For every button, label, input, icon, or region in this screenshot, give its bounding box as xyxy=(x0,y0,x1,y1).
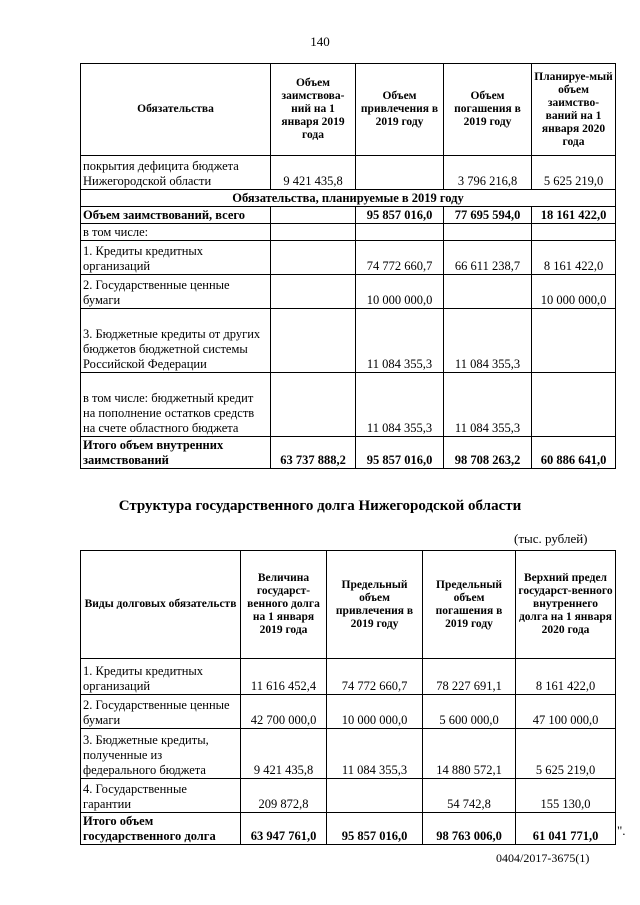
unit-label: (тыс. рублей) xyxy=(514,531,588,546)
section-title: Обязательства, планируемые в 2019 году xyxy=(81,190,616,207)
table-cell: 155 130,0 xyxy=(516,779,616,813)
table-cell: 4. Государственные гарантии xyxy=(81,779,241,813)
table-cell: 9 421 435,8 xyxy=(241,729,327,779)
document-code: 0404/2017-3675(1) xyxy=(496,851,590,865)
table-cell: 9 421 435,8 xyxy=(271,156,356,190)
table-cell: 95 857 016,0 xyxy=(356,207,444,224)
table-row xyxy=(81,207,616,224)
closing-quote: ". xyxy=(617,823,626,838)
table-cell xyxy=(356,156,444,190)
table-cell: 95 857 016,0 xyxy=(356,437,444,469)
table-cell: 74 772 660,7 xyxy=(356,241,444,275)
table-cell: 78 227 691,1 xyxy=(423,659,516,695)
table-cell: 11 084 355,3 xyxy=(444,309,532,373)
table-cell: покрытия дефицита бюджета Нижегородской области xyxy=(81,156,271,190)
table-cell: 63 947 761,0 xyxy=(241,813,327,845)
table-cell: 3 796 216,8 xyxy=(444,156,532,190)
table-cell: 18 161 422,0 xyxy=(532,207,616,224)
table-cell: 10 000 000,0 xyxy=(327,695,423,729)
table-row xyxy=(81,695,616,729)
table-cell xyxy=(271,373,356,437)
header-cell: Предельный объем погашения в 2019 году xyxy=(423,551,516,659)
table-cell xyxy=(356,224,444,241)
table-cell: в том числе: бюджетный кредит на пополнение остатков средств на счете областного бюджета xyxy=(81,373,271,437)
table-cell xyxy=(271,224,356,241)
table-cell: 66 611 238,7 xyxy=(444,241,532,275)
header-cell: Предельный объем привлечения в 2019 году xyxy=(327,551,423,659)
section-title-row xyxy=(81,190,616,207)
header-cell: Верхний предел государст-венного внутреннего долга на 1 января 2020 года xyxy=(516,551,616,659)
table-cell: в том числе: xyxy=(81,224,271,241)
table-cell: 10 000 000,0 xyxy=(356,275,444,309)
table-cell: 8 161 422,0 xyxy=(532,241,616,275)
table-cell: 10 000 000,0 xyxy=(532,275,616,309)
table-cell xyxy=(271,241,356,275)
table-cell: 74 772 660,7 xyxy=(327,659,423,695)
table-cell xyxy=(271,309,356,373)
table-row xyxy=(81,309,616,373)
table-row xyxy=(81,813,616,845)
table-cell: 42 700 000,0 xyxy=(241,695,327,729)
table-cell: 11 084 355,3 xyxy=(356,373,444,437)
table-cell: Итого объем государственного долга xyxy=(81,813,241,845)
header-cell: Объем привлечения в 2019 году xyxy=(356,64,444,156)
table-cell: 63 737 888,2 xyxy=(271,437,356,469)
page-number: 140 xyxy=(310,34,330,49)
section-heading: Структура государственного долга Нижегородской области xyxy=(118,498,522,514)
table-cell: 5 600 000,0 xyxy=(423,695,516,729)
header-cell: Планируе-мый объем заимство-ваний на 1 января 2020 года xyxy=(532,64,616,156)
table-row xyxy=(81,241,616,275)
table-cell: 47 100 000,0 xyxy=(516,695,616,729)
table-cell: 11 616 452,4 xyxy=(241,659,327,695)
table-cell xyxy=(271,207,356,224)
header-cell: Величина государст-венного долга на 1 января 2019 года xyxy=(241,551,327,659)
header-cell: Виды долговых обязательств xyxy=(81,551,241,659)
header-cell: Обязательства xyxy=(81,64,271,156)
table-cell: 209 872,8 xyxy=(241,779,327,813)
debt-structure-table xyxy=(80,550,616,845)
table-cell: 98 708 263,2 xyxy=(444,437,532,469)
table-cell xyxy=(327,779,423,813)
header-cell: Объем погашения в 2019 году xyxy=(444,64,532,156)
table-cell: 98 763 006,0 xyxy=(423,813,516,845)
table-cell xyxy=(271,275,356,309)
table-cell xyxy=(532,373,616,437)
table-cell: 1. Кредиты кредитных организаций xyxy=(81,659,241,695)
table-cell: 11 084 355,3 xyxy=(327,729,423,779)
table-cell: 54 742,8 xyxy=(423,779,516,813)
table-cell: 11 084 355,3 xyxy=(356,309,444,373)
table-header-row xyxy=(81,64,616,156)
table-cell: 95 857 016,0 xyxy=(327,813,423,845)
table-cell: 1. Кредиты кредитных организаций xyxy=(81,241,271,275)
table-cell: 61 041 771,0 xyxy=(516,813,616,845)
table-row xyxy=(81,373,616,437)
table-cell xyxy=(444,275,532,309)
table-cell: 14 880 572,1 xyxy=(423,729,516,779)
table-cell xyxy=(532,309,616,373)
table-cell: 3. Бюджетные кредиты от других бюджетов бюджетной системы Российской Федерации xyxy=(81,309,271,373)
table-cell xyxy=(444,224,532,241)
table-row xyxy=(81,729,616,779)
table-cell: 5 625 219,0 xyxy=(516,729,616,779)
table-row xyxy=(81,156,616,190)
table-row xyxy=(81,437,616,469)
table-cell xyxy=(532,224,616,241)
table-header-row xyxy=(81,551,616,659)
table-cell: 8 161 422,0 xyxy=(516,659,616,695)
table-cell: 11 084 355,3 xyxy=(444,373,532,437)
header-cell: Объем заимствова-ний на 1 января 2019 года xyxy=(271,64,356,156)
table-cell: Объем заимствований, всего xyxy=(81,207,271,224)
table-cell: Итого объем внутренних заимствований xyxy=(81,437,271,469)
table-cell: 60 886 641,0 xyxy=(532,437,616,469)
table-row xyxy=(81,779,616,813)
table-row xyxy=(81,659,616,695)
table-row xyxy=(81,224,616,241)
table-cell: 2. Государственные ценные бумаги xyxy=(81,695,241,729)
table-cell: 2. Государственные ценные бумаги xyxy=(81,275,271,309)
table-cell: 5 625 219,0 xyxy=(532,156,616,190)
table-row xyxy=(81,275,616,309)
table-cell: 3. Бюджетные кредиты, полученные из федерального бюджета xyxy=(81,729,241,779)
table-cell: 77 695 594,0 xyxy=(444,207,532,224)
borrowing-program-table xyxy=(80,63,616,469)
